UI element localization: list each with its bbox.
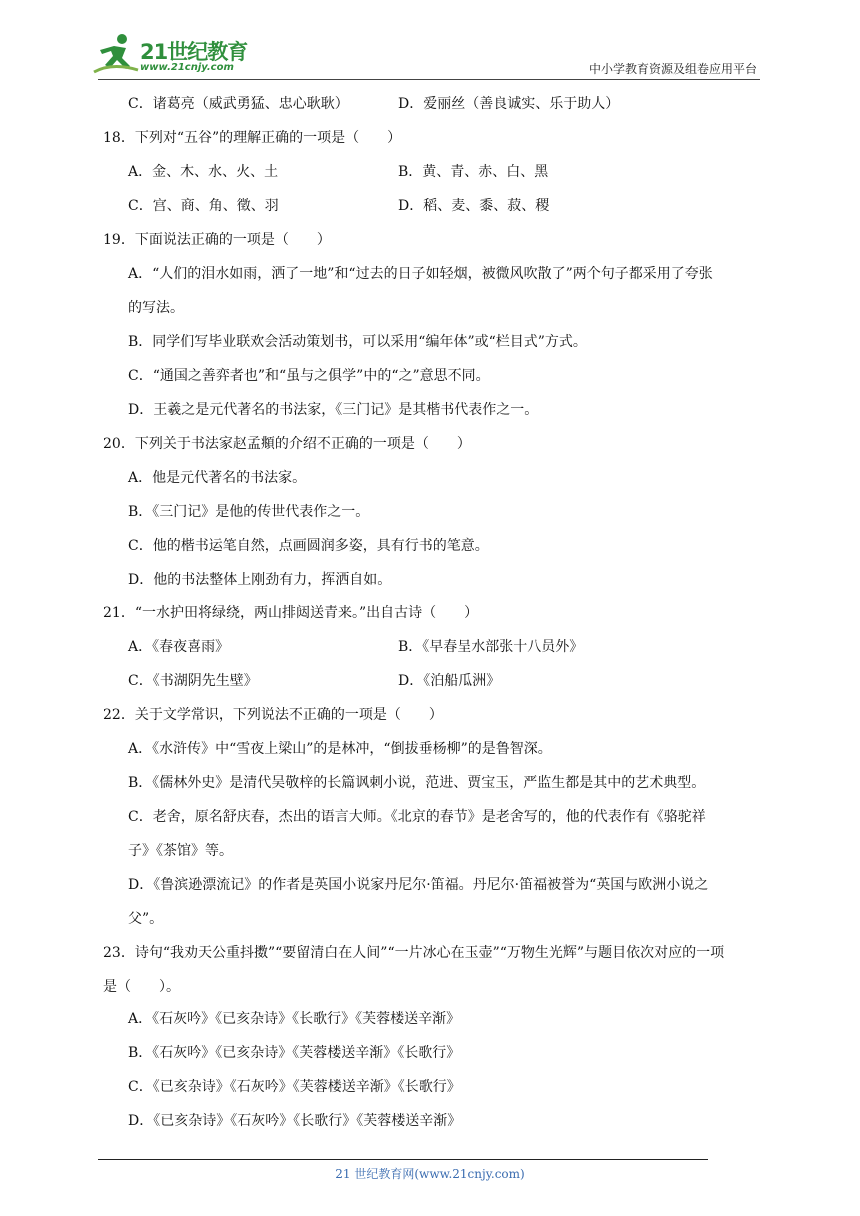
option-text: 的写法。 <box>128 300 184 316</box>
header-divider <box>98 79 760 80</box>
option-text: B．《早春呈水部张十八员外》 <box>398 639 584 655</box>
question-text: 21．“一水护田将绿绕，两山排闼送青来。”出自古诗（ ） <box>103 605 479 621</box>
option-text: C．《书湖阴先生壁》 <box>128 673 258 689</box>
option-text: D．《已亥杂诗》《石灰吟》《长歌行》《芙蓉楼送辛渐》 <box>128 1113 462 1129</box>
option-text: D．爱丽丝（善良诚实、乐于助人） <box>398 96 620 112</box>
question-text: 23．诗句“我劝天公重抖擞”“要留清白在人间”“一片冰心在玉壶”“万物生光辉”与题目依次对应的一项 <box>103 945 725 961</box>
option-text: B．《石灰吟》《已亥杂诗》《芙蓉楼送辛渐》《长歌行》 <box>128 1045 461 1061</box>
site-logo[interactable] <box>92 36 262 80</box>
option-text: D．《鲁滨逊漂流记》的作者是英国小说家丹尼尔·笛福。丹尼尔·笛福被誉为“英国与欧洲小说之 <box>128 877 709 893</box>
option-text: D．《泊船瓜洲》 <box>398 673 501 689</box>
option-text: D．稻、麦、黍、菽、稷 <box>398 198 550 214</box>
option-text: C．老舍，原名舒庆春，杰出的语言大师。《北京的春节》是老舍写的，他的代表作有《骆驼祥 <box>128 809 706 825</box>
question-text: 19．下面说法正确的一项是（ ） <box>103 232 331 248</box>
platform-name: 中小学教育资源及组卷应用平台 <box>588 62 757 76</box>
option-text: C．《已亥杂诗》《石灰吟》《芙蓉楼送辛渐》《长歌行》 <box>128 1079 461 1095</box>
option-text: A．《水浒传》中“雪夜上梁山”的是林冲，“倒拔垂杨柳”的是鲁智深。 <box>128 741 552 757</box>
question-text: 22．关于文学常识，下列说法不正确的一项是（ ） <box>103 707 443 723</box>
option-text: A．“人们的泪水如雨，洒了一地”和“过去的日子如轻烟，被微风吹散了”两个句子都采用了夸张 <box>128 266 713 282</box>
option-text: A．《石灰吟》《已亥杂诗》《长歌行》《芙蓉楼送辛渐》 <box>128 1011 461 1027</box>
option-text: D．王羲之是元代著名的书法家，《三门记》是其楷书代表作之一。 <box>128 402 539 418</box>
option-text: A．《春夜喜雨》 <box>128 639 230 655</box>
option-text: 父”。 <box>128 911 164 927</box>
option-text: C．他的楷书运笔自然，点画圆润多姿，具有行书的笔意。 <box>128 538 489 554</box>
runner-logo-icon <box>92 32 140 76</box>
option-text: B．《儒林外史》是清代吴敬梓的长篇讽刺小说，范进、贾宝玉，严监生都是其中的艺术典型。 <box>128 775 706 791</box>
option-text: C．“通国之善弈者也”和“虽与之俱学”中的“之”意思不同。 <box>128 368 490 384</box>
question-text: 20．下列关于书法家赵孟頫的介绍不正确的一项是（ ） <box>103 436 471 452</box>
option-text: B．《三门记》是他的传世代表作之一。 <box>128 504 370 520</box>
logo-url: www.21cnjy.com <box>140 62 234 73</box>
option-text: B．黄、青、赤、白、黑 <box>398 164 549 180</box>
option-text: C．诸葛亮（威武勇猛、忠心耿耿） <box>128 96 349 112</box>
option-text: A．他是元代著名的书法家。 <box>128 470 307 486</box>
option-text: B．同学们写毕业联欢会活动策划书，可以采用“编年体”或“栏目式”方式。 <box>128 334 587 350</box>
option-text: D．他的书法整体上刚劲有力，挥洒自如。 <box>128 572 392 588</box>
option-text: A．金、木、水、火、土 <box>128 164 279 180</box>
question-text: 是（ ）。 <box>103 979 180 995</box>
option-text: C．宫、商、角、徵、羽 <box>128 198 279 214</box>
logo-text: 21世纪教育 <box>140 40 248 64</box>
page-header <box>0 0 860 80</box>
option-text: 子》《茶馆》等。 <box>128 843 233 859</box>
footer-link[interactable]: 21 世纪教育网(www.21cnjy.com) <box>335 1167 525 1181</box>
question-text: 18．下列对“五谷”的理解正确的一项是（ ） <box>103 130 402 146</box>
footer-divider <box>98 1159 708 1160</box>
